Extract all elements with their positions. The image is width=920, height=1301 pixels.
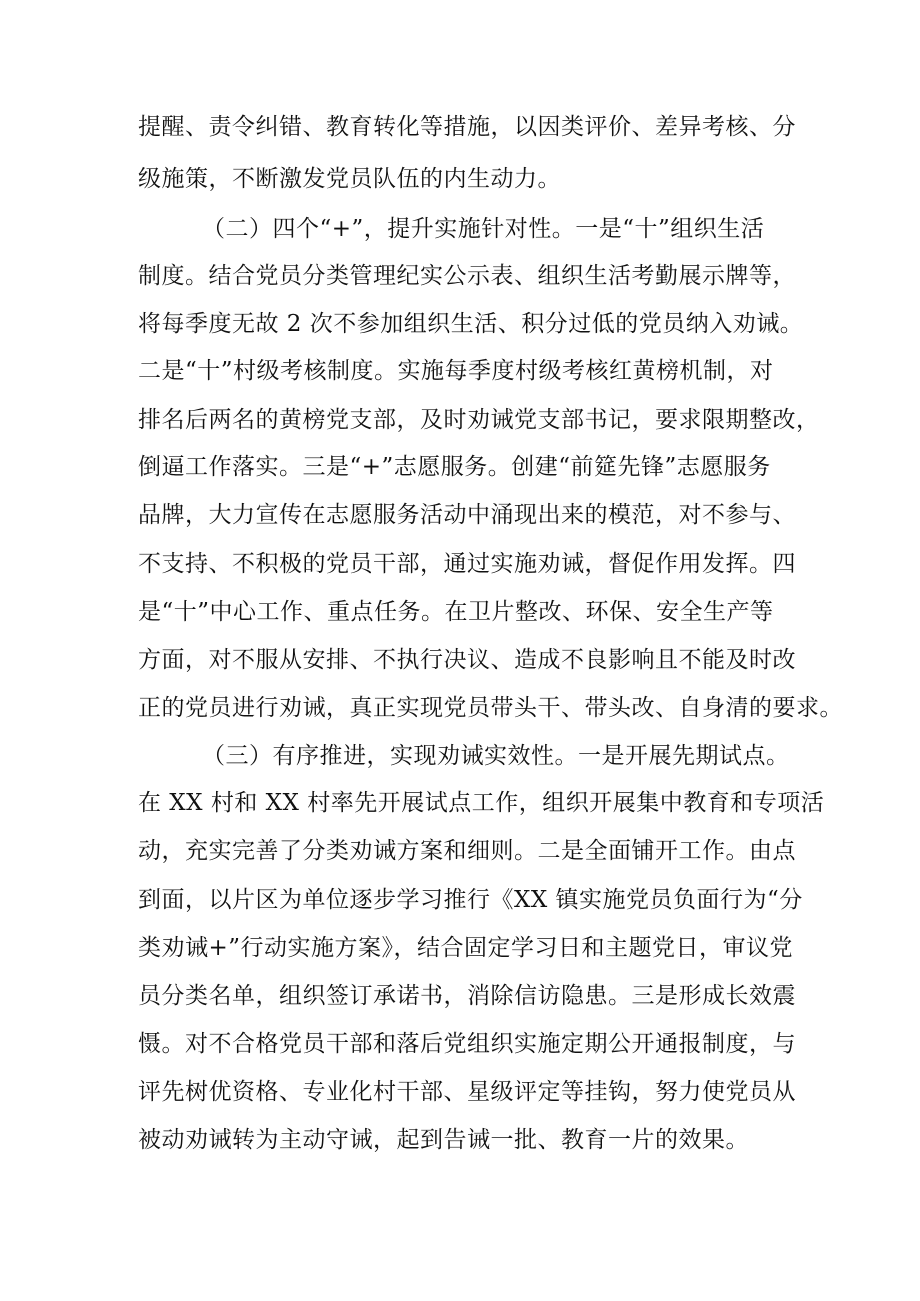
text-line: 是“十”中心工作、重点任务。在卫片整改、环保、安全生产等 — [138, 599, 774, 625]
text-line: 方面，对不服从安排、不执行决议、造成不良影响且不能及时改 — [138, 647, 796, 673]
text-line: 评先树优资格、专业化村干部、星级评定等挂钩，努力使党员从 — [138, 1079, 796, 1105]
text-line: 排名后两名的黄榜党支部，及时劝诫党支部书记，要求限期整改， — [138, 407, 820, 433]
text-line: 提醒、责令纠错、教育转化等措施，以因类评价、差异考核、分 — [138, 114, 796, 140]
text-line: 正的党员进行劝诫，真正实现党员带头干、带头改、自身清的要求。 — [138, 695, 843, 721]
text-line: 不支持、不积极的党员干部，通过实施劝诫，督促作用发挥。四 — [138, 551, 796, 577]
text-line: 类劝诫+”行动实施方案》，结合固定学习日和主题党日，审议党 — [138, 935, 794, 961]
section-heading-line: （三）有序推进，实现劝诫实效性。一是开展先期试点。 — [202, 743, 790, 769]
text-line: 品牌，大力宣传在志愿服务活动中涌现出来的模范，对不参与、 — [138, 502, 796, 528]
text-line: 到面，以片区为单位逐步学习推行《XX 镇实施党员负面行为“分 — [138, 887, 803, 913]
text-line: 被动劝诫转为主动守诫，起到告诫一批、教育一片的效果。 — [138, 1127, 749, 1153]
text-line: 慑。对不合格党员干部和落后党组织实施定期公开通报制度，与 — [138, 1031, 796, 1057]
text-line: 二是“十”村级考核制度。实施每季度村级考核红黄榜机制，对 — [138, 358, 774, 384]
text-line: 倒逼工作落实。三是“+”志愿服务。创建“前筵先锋”志愿服务 — [138, 454, 771, 480]
text-line: 在 XX 村和 XX 村率先开展试点工作，组织开展集中教育和专项活 — [138, 790, 825, 816]
text-line: 级施策，不断激发党员队伍的内生动力。 — [138, 166, 561, 192]
section-heading-line: （二）四个“+”，提升实施针对性。一是“十”组织生活 — [202, 216, 765, 242]
text-line: 将每季度无故 2 次不参加组织生活、积分过低的党员纳入劝诫。 — [138, 311, 804, 337]
text-line: 动，充实完善了分类劝诫方案和细则。二是全面铺开工作。由点 — [138, 838, 796, 864]
text-line: 员分类名单，组织签订承诺书，消除信访隐患。三是形成长效震 — [138, 983, 796, 1009]
text-line: 制度。结合党员分类管理纪实公示表、组织生活考勤展示牌等， — [138, 263, 796, 289]
